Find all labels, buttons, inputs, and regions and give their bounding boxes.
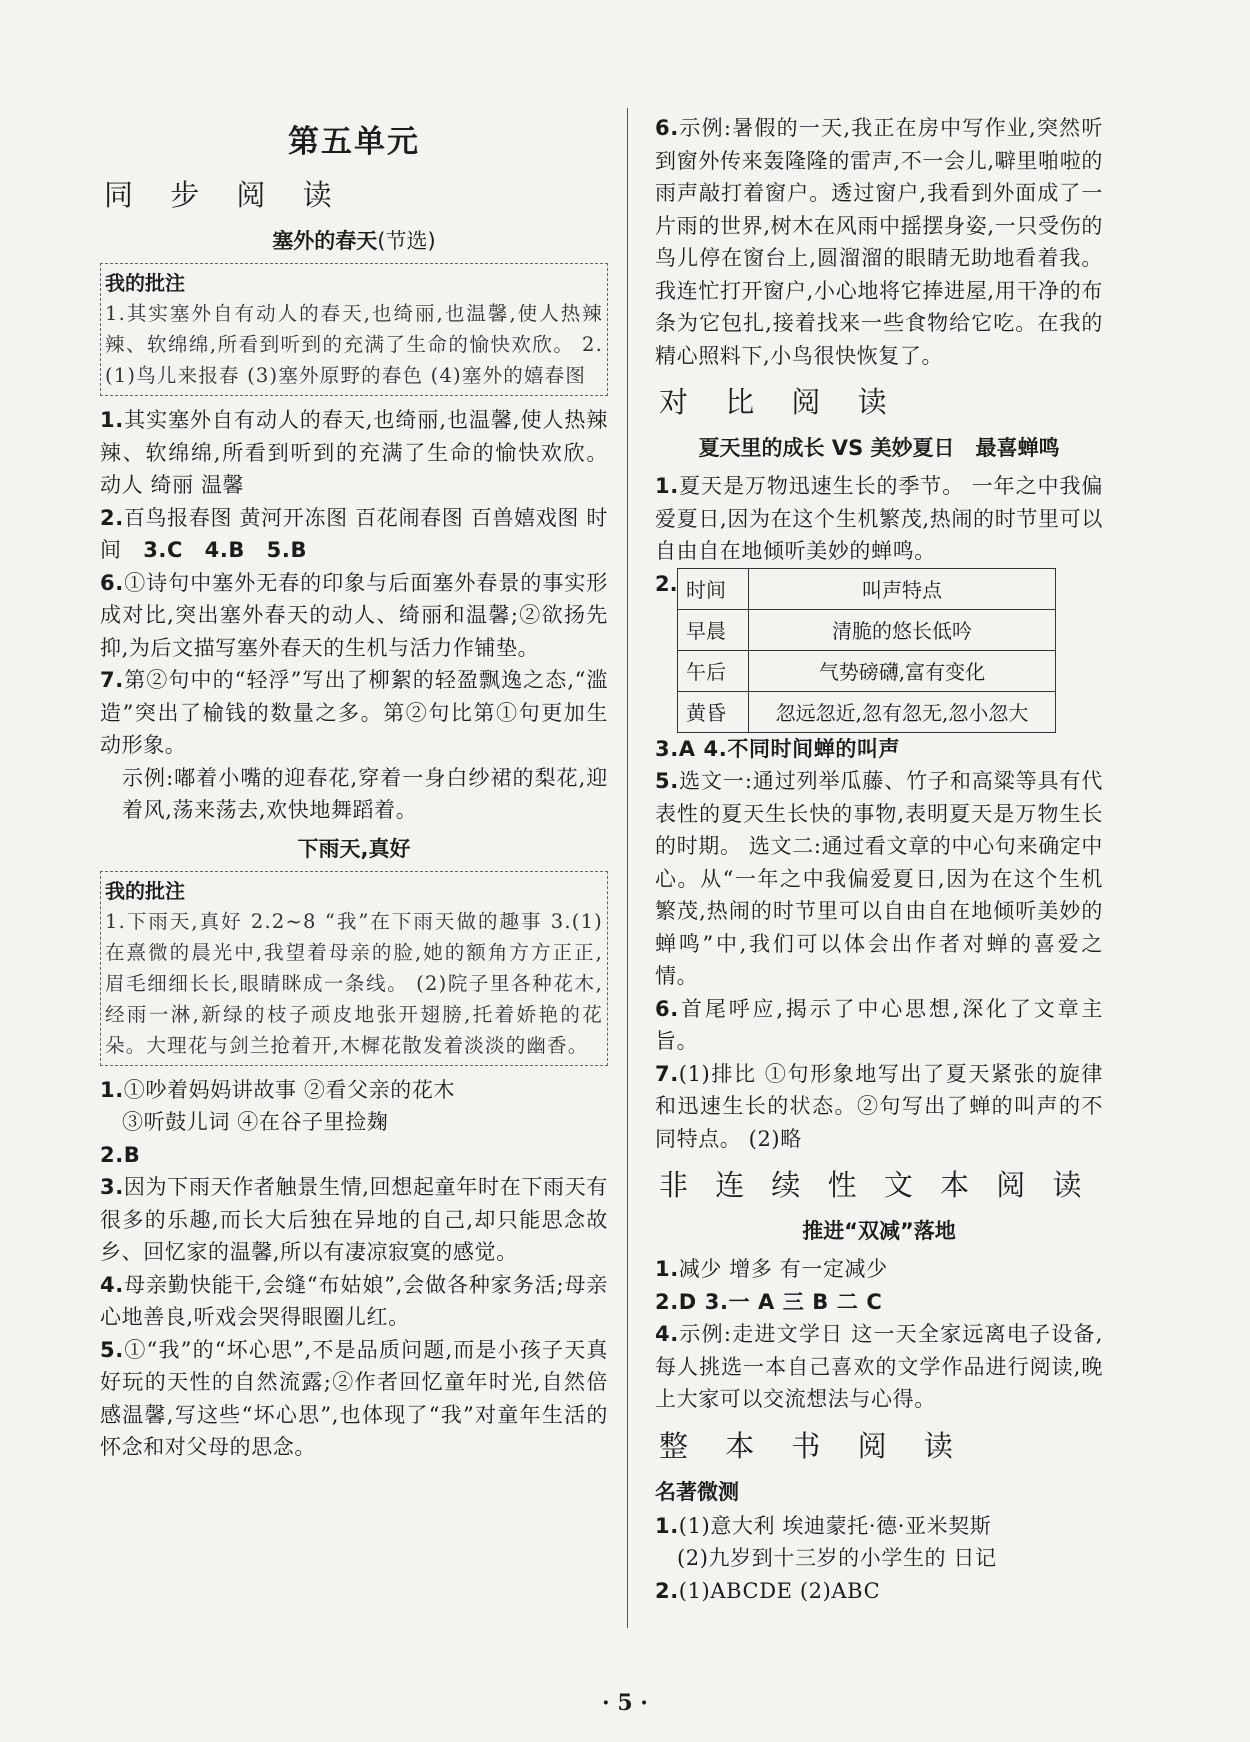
answer-number: 1.	[655, 1257, 679, 1281]
article-title: 夏天里的成长 VS 美妙夏日 最喜蝉鸣	[698, 436, 1060, 460]
answer-number: 1.	[655, 474, 679, 498]
answer-text: 示例:走进文学日 这一天全家远离电子设备,每人挑选一本自己喜欢的文学作品进行阅读,晚上大家可以交流想法与心得。	[655, 1322, 1103, 1411]
answer-number: 6.	[655, 996, 679, 1021]
answer-number: 5.	[655, 769, 679, 793]
table-header: 叫声特点	[749, 568, 1056, 609]
article-title	[100, 225, 608, 255]
column-divider	[627, 108, 628, 1628]
answer-item	[655, 568, 1103, 733]
answer-text: 示例:嘟着小嘴的迎春花,穿着一身白纱裙的梨花,迎着风,荡来荡去,欢快地舞蹈着。	[122, 765, 608, 822]
answer-number: 2.	[100, 505, 124, 530]
answer-item	[100, 1334, 608, 1464]
answer-number: 2.	[655, 1578, 679, 1603]
answer-item	[655, 1058, 1103, 1156]
answer-text: (1)ABCDE (2)ABC	[678, 1578, 881, 1603]
left-column	[100, 112, 608, 1464]
answer-text: 2.B	[100, 1142, 141, 1167]
answer-item	[655, 1510, 1103, 1575]
answer-item	[100, 1269, 608, 1334]
answer-item	[655, 112, 1103, 372]
answer-item	[100, 1171, 608, 1269]
answer-number: 2.	[655, 571, 678, 596]
answer-text: 2.D 3.一 A 三 B 二 C	[655, 1289, 883, 1314]
sub-title: 名著微测	[655, 1479, 739, 1504]
answer-item	[655, 1253, 1103, 1286]
answer-text: 因为下雨天作者触景生情,回想起童年时在下雨天有很多的乐趣,而长大后独在异地的自己,却只能思念故乡、回忆家的温馨,所以有凄凉寂寞的感觉。	[100, 1175, 608, 1264]
answer-text: 其实塞外自有动人的春天,也绮丽,也温馨,使人热辣辣、软绵绵,所看到听到的充满了生命的愉快欢欣。 动人 绮丽 温馨	[100, 408, 608, 497]
answer-text: (1)排比 ①句形象地写出了夏天紧张的旋律和迅速生长的状态。②句写出了蝉的叫声的不同特点。 (2)略	[655, 1061, 1103, 1151]
answer-text: ③听鼓儿词 ④在谷子里捡麹	[122, 1110, 389, 1134]
table-cell: 忽远忽近,忽有忽无,忽小忽大	[749, 691, 1056, 732]
table-header-row	[678, 568, 1056, 609]
answer-text: 3.C	[143, 538, 184, 562]
answer-item	[655, 470, 1103, 568]
annotation-text: 1.下雨天,真好 2.2~8 “我”在下雨天做的趣事 3.(1)在熹微的晨光中,我望着母亲的脸,她的额角方方正正,眉毛细细长长,眼睛眯成一条线。 (2)院子里各种花木,经雨一淋,新绿的枝子顽皮地张开翅膀,托着娇艳的花朵。大理花与剑兰抢着开,木樨花散发着淡淡的幽香。	[105, 909, 603, 1057]
answer-text: 夏天是万物迅速生长的季节。 一年之中我偏爱夏日,因为在这个生机繁茂,热闹的时节里可以自由自在地倾听美妙的蝉鸣。	[655, 474, 1103, 563]
answer-text: 第②句中的“轻浮”写出了柳絮的轻盈飘逸之态,“滥造”突出了榆钱的数量之多。第②句比第①句更加生动形象。	[100, 668, 608, 757]
unit-title: 第五单元	[288, 124, 420, 160]
answer-text: ①“我”的“坏心思”,不是品质问题,而是小孩子天真好玩的天性的自然流露;②作者回忆童年时光,自然倍感温馨,写这些“坏心思”,也体现了“我”对童年生活的怀念和对父母的思念。	[100, 1337, 608, 1459]
answer-text: 3.A 4.不同时间蝉的叫声	[655, 736, 901, 761]
answer-item	[655, 993, 1103, 1058]
cicada-sound-table	[677, 568, 1056, 733]
answer-item	[655, 1318, 1103, 1416]
table-cell: 气势磅礴,富有变化	[749, 650, 1056, 691]
right-column	[655, 112, 1103, 1607]
answer-number: 5.	[100, 1337, 124, 1362]
table-cell: 早晨	[678, 609, 749, 650]
answer-item	[100, 567, 608, 665]
page-number: · 5 ·	[602, 1690, 648, 1716]
answer-number: 4.	[655, 1322, 679, 1346]
answer-text: ①诗句中塞外无春的印象与后面塞外春景的事实形成对比,突出塞外春天的动人、绮丽和温馨;②欲扬先抑,为后文描写塞外春天的生机与活力作铺垫。	[100, 570, 608, 660]
answer-item	[655, 765, 1103, 993]
answer-number: 7.	[655, 1061, 679, 1086]
table-row	[678, 650, 1056, 691]
answer-text: 首尾呼应,揭示了中心思想,深化了文章主旨。	[655, 996, 1103, 1053]
table-row	[678, 609, 1056, 650]
table-header: 时间	[678, 568, 749, 609]
annotation-box	[100, 871, 608, 1066]
answer-text: 5.B	[266, 538, 308, 562]
annotation-title: 我的批注	[105, 271, 185, 295]
section-sync-reading: 同 步 阅 读	[104, 178, 346, 212]
answer-text: 母亲勤快能干,会缝“布姑娘”,会做各种家务活;母亲心地善良,听戏会哭得眼圈儿红。	[100, 1272, 608, 1329]
annotation-title: 我的批注	[105, 878, 185, 903]
answer-number: 7.	[100, 668, 124, 692]
section-whole-book-reading: 整 本 书 阅 读	[659, 1428, 967, 1463]
answer-text: ①吵着妈妈讲故事 ②看父亲的花木	[123, 1077, 456, 1102]
answer-text: 示例:暑假的一天,我正在房中写作业,突然听到窗外传来轰隆隆的雷声,不一会儿,噼里啪啦的雨声敲打着窗户。透过窗户,我看到外面成了一片雨的世界,树木在风雨中摇摆身姿,一只受伤的鸟儿停在窗台上,圆溜溜的眼睛无助地看着我。我连忙打开窗户,小心地将它捧进屋,用干净的布条为它包扎,接着找来一些食物给它吃。在我的精心照料下,小鸟很快恢复了。	[655, 116, 1103, 368]
article-title-text: 塞外的春天	[272, 229, 378, 253]
table-row	[678, 691, 1056, 732]
answer-number: 1.	[655, 1513, 679, 1538]
article-title: 下雨天,真好	[297, 836, 411, 861]
answer-number: 4.	[100, 1272, 124, 1297]
answer-number: 6.	[100, 570, 124, 595]
answer-number: 1.	[100, 408, 124, 432]
answer-text: (2)九岁到十三岁的小学生的 日记	[677, 1546, 997, 1570]
table-cell: 午后	[678, 650, 749, 691]
answer-number: 6.	[655, 116, 679, 140]
article-title: 推进“双减”落地	[802, 1219, 956, 1243]
answer-item	[655, 733, 1103, 766]
answer-number: 1.	[100, 1077, 124, 1102]
answer-item	[100, 1139, 608, 1172]
answer-text: 减少 增多 有一定减少	[678, 1257, 888, 1281]
section-noncontinuous-reading: 非 连 续 性 文 本 阅 读	[659, 1168, 1091, 1202]
answer-text: 选文一:通过列举瓜藤、竹子和高粱等具有代表性的夏天生长快的事物,表明夏天是万物生长的时期。 选文二:通过看文章的中心句来确定中心。从“一年之中我偏爱夏日,因为在这个生机繁茂,热闹的时节里可以自由自在地倾听美妙的蝉鸣”中,我们可以体会出作者对蝉的喜爱之情。	[655, 769, 1103, 988]
section-compare-reading: 对 比 阅 读	[659, 385, 901, 419]
answer-item	[100, 1074, 608, 1139]
answer-item	[100, 664, 608, 827]
answer-item	[100, 404, 608, 502]
annotation-text: 1.其实塞外自有动人的春天,也绮丽,也温馨,使人热辣辣、软绵绵,所看到听到的充满了生命的愉快欢欣。 2.(1)鸟儿来报春 (3)塞外原野的春色 (4)塞外的嬉春图	[105, 302, 603, 387]
annotation-box	[100, 263, 608, 396]
article-title-note: (节选)	[377, 229, 436, 253]
answer-item	[655, 1575, 1103, 1608]
table-cell: 黄昏	[678, 691, 749, 732]
answer-text: 4.B	[204, 538, 246, 562]
answer-number: 3.	[100, 1175, 124, 1199]
answer-item	[655, 1286, 1103, 1319]
answer-text: 百鸟报春图 黄河开冻图 百花闹春图 百兽嬉戏图 时间	[100, 505, 608, 562]
table-cell: 清脆的悠长低吟	[749, 609, 1056, 650]
answer-item	[100, 502, 608, 567]
answer-text: (1)意大利 埃迪蒙托·德·亚米契斯	[678, 1513, 992, 1538]
